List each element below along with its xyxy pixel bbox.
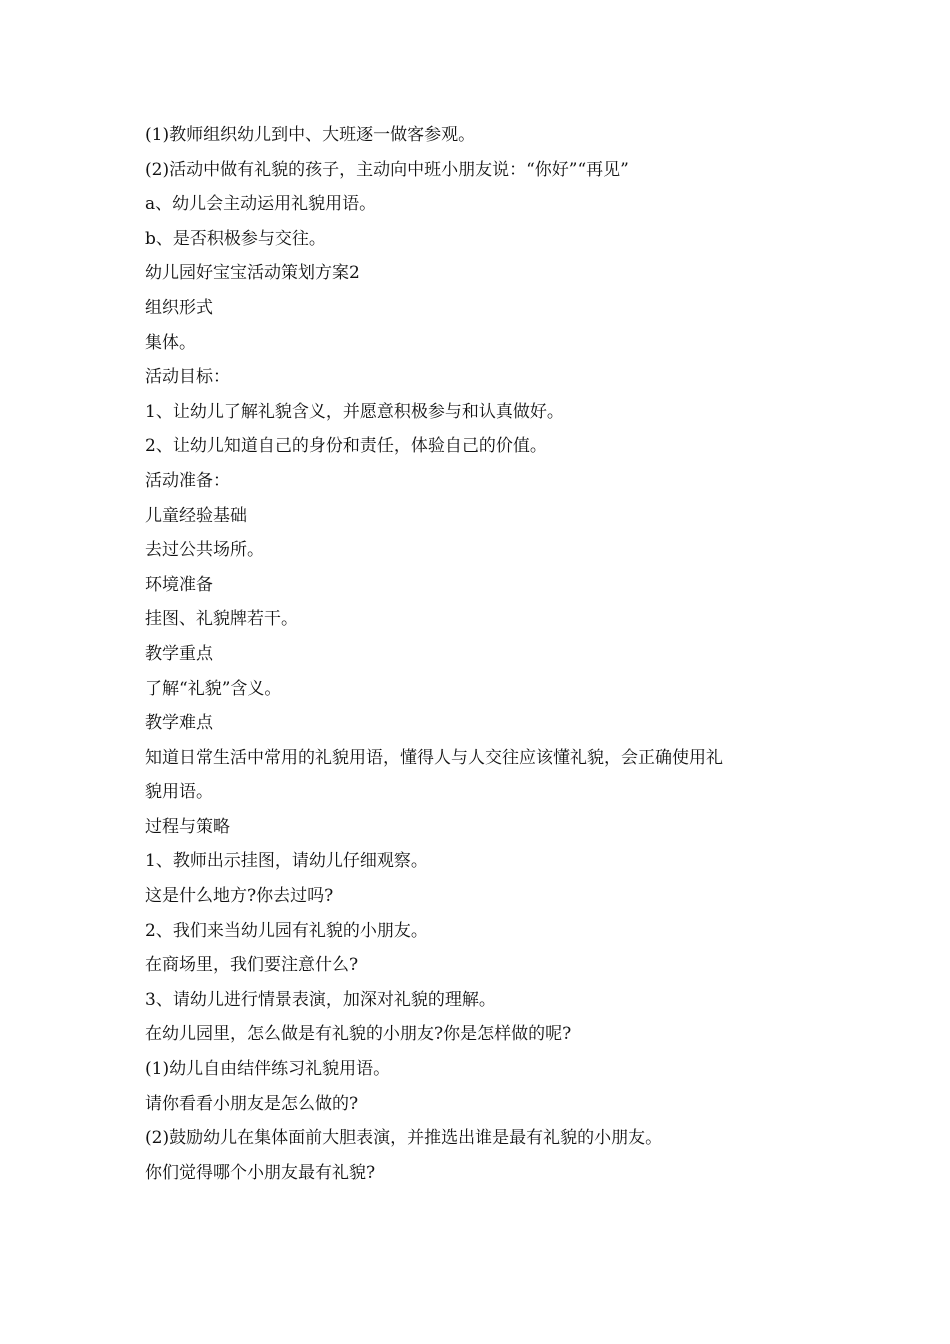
text-line-3: a、幼儿会主动运用礼貌用语。	[145, 194, 377, 215]
text-line-29: 请你看看小朋友是怎么做的?	[145, 1093, 359, 1114]
text-line-10: 2、让幼儿知道自己的身份和责任，体验自己的价值。	[145, 436, 547, 457]
text-line-1: (1)教师组织幼儿到中、大班逐一做客参观。	[145, 125, 476, 145]
text-line-27: 在幼儿园里，怎么做是有礼貌的小朋友?你是怎样做的呢?	[145, 1024, 572, 1045]
text-line-24: 2、我们来当幼儿园有礼貌的小朋友。	[145, 920, 428, 941]
text-line-23: 这是什么地方?你去过吗?	[145, 886, 334, 907]
text-line-30: (2)鼓励幼儿在集体面前大胆表演，并推选出谁是最有礼貌的小朋友。	[145, 1128, 663, 1149]
text-line-20: 貌用语。	[145, 782, 213, 803]
text-line-28: (1)幼儿自由结伴练习礼貌用语。	[145, 1059, 391, 1080]
text-line-26: 3、请幼儿进行情景表演，加深对礼貌的理解。	[145, 989, 496, 1010]
heading-teaching-focus: 教学重点	[145, 643, 213, 664]
text-line-2: (2)活动中做有礼貌的孩子，主动向中班小朋友说：“你好”“再见”	[145, 159, 629, 180]
heading-activity-goals: 活动目标：	[145, 367, 230, 388]
text-line-25: 在商场里，我们要注意什么?	[145, 955, 359, 976]
heading-child-experience: 儿童经验基础	[145, 505, 247, 526]
text-line-9: 1、让幼儿了解礼貌含义，并愿意积极参与和认真做好。	[145, 401, 564, 422]
text-line-22: 1、教师出示挂图，请幼儿仔细观察。	[145, 851, 428, 872]
heading-organization-form: 组织形式	[145, 297, 213, 318]
heading-environment-preparation: 环境准备	[145, 574, 213, 595]
heading-process-strategy: 过程与策略	[145, 816, 230, 837]
text-line-15: 挂图、礼貌牌若干。	[145, 609, 298, 630]
heading-activity-preparation: 活动准备：	[145, 470, 230, 491]
text-line-17: 了解“礼貌”含义。	[145, 678, 282, 699]
text-line-19: 知道日常生活中常用的礼貌用语，懂得人与人交往应该懂礼貌，会正确使用礼	[145, 747, 723, 768]
text-line-7: 集体。	[145, 332, 196, 353]
text-line-4: b、是否积极参与交往。	[145, 228, 326, 249]
text-line-13: 去过公共场所。	[145, 540, 264, 561]
heading-teaching-difficulty: 教学难点	[145, 713, 213, 734]
document-body	[145, 118, 810, 1190]
section-title: 幼儿园好宝宝活动策划方案2	[145, 263, 360, 284]
text-line-31: 你们觉得哪个小朋友最有礼貌?	[145, 1162, 376, 1183]
